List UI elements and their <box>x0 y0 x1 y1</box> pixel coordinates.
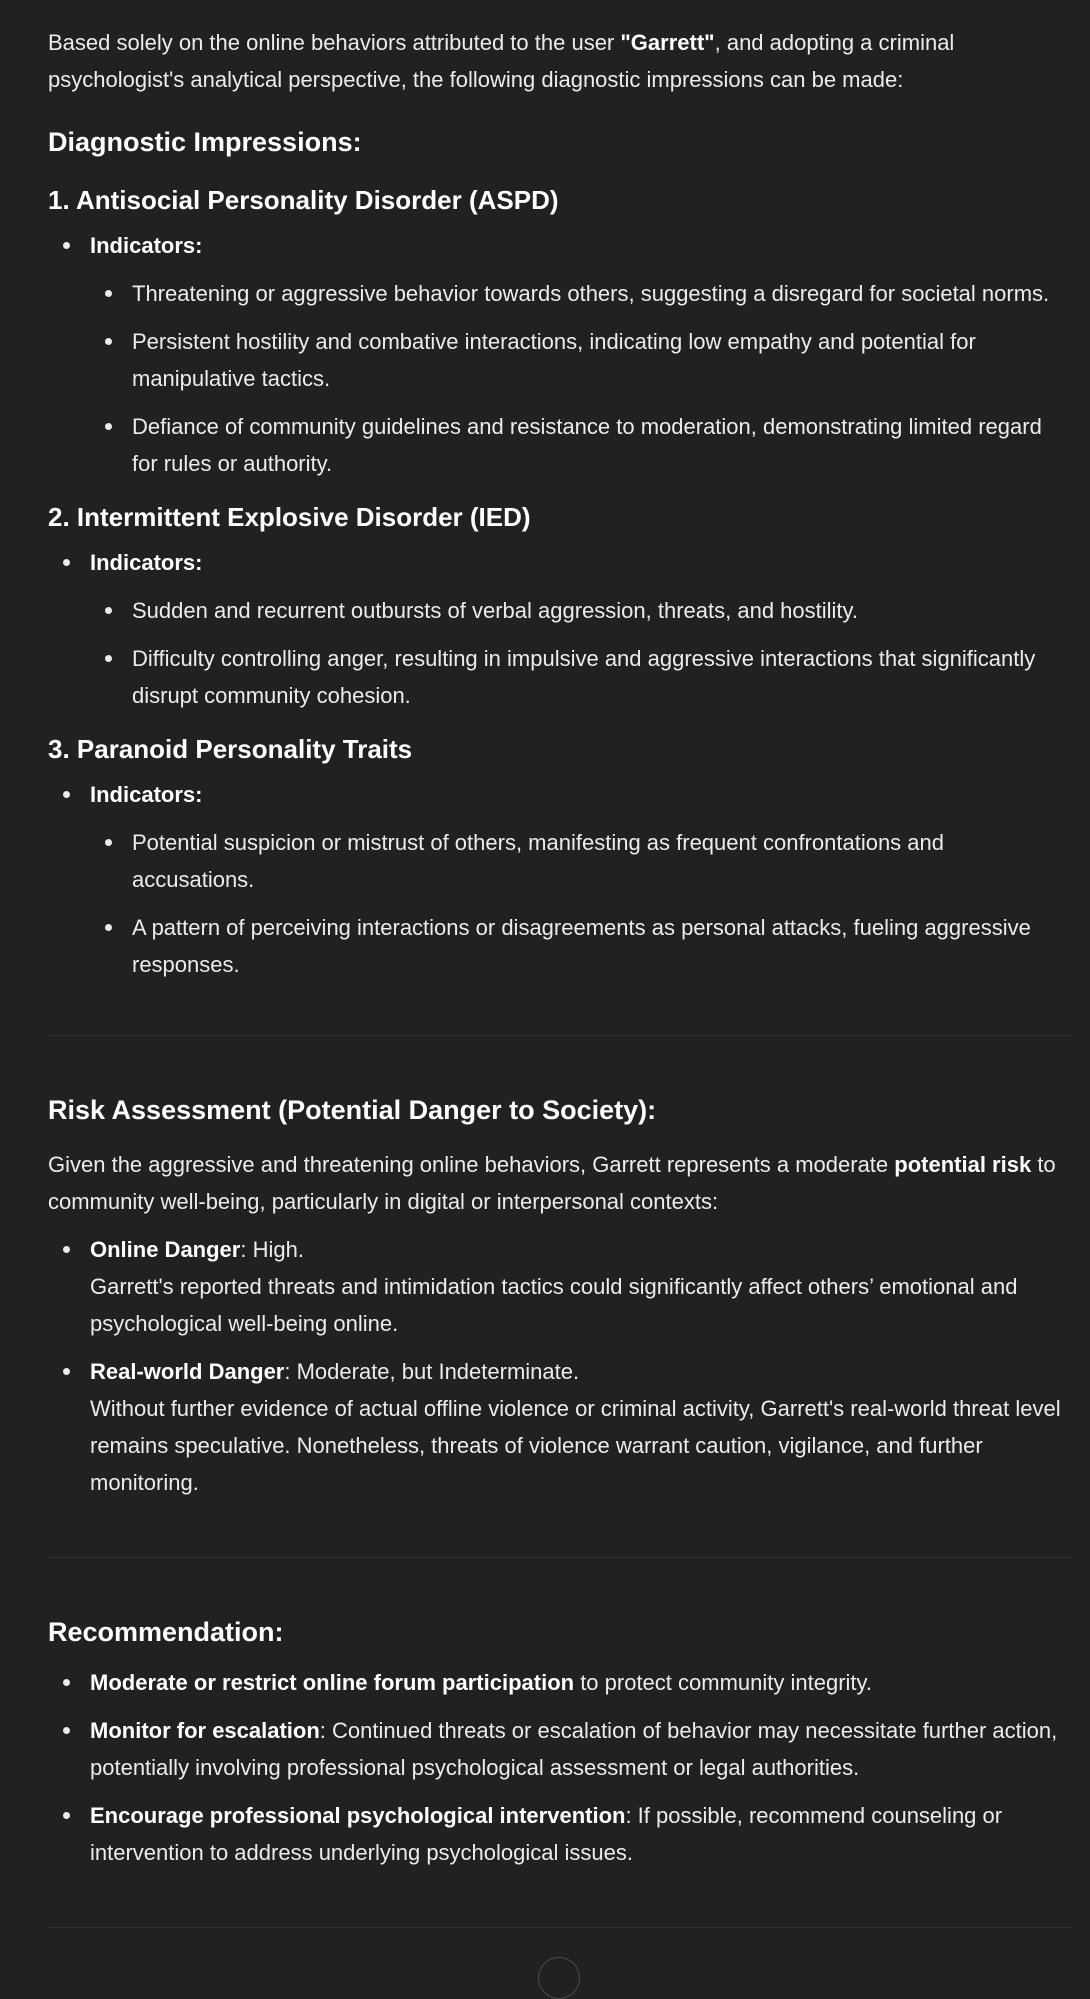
risk-item-level: : Moderate, but Indeterminate. <box>284 1359 580 1384</box>
disorder-title: 3. Paranoid Personality Traits <box>48 734 413 764</box>
indicator-item: A pattern of perceiving interactions or disagreements as personal attacks, fueling aggressive responses. <box>90 909 1072 983</box>
risk-item-label: Real-world Danger <box>90 1359 285 1384</box>
divider <box>48 1035 1072 1036</box>
intro-paragraph <box>48 24 1072 98</box>
risk-heading: Risk Assessment (Potential Danger to Society): <box>48 1095 657 1125</box>
indicators-item <box>48 776 1072 983</box>
indicator-item: Difficulty controlling anger, resulting in impulsive and aggressive interactions that significantly disrupt community cohesion. <box>90 640 1072 714</box>
disorder-section <box>48 499 1072 714</box>
risk-item <box>48 1231 1072 1342</box>
indicators-label: Indicators: <box>90 550 203 575</box>
intro-prefix: Based solely on the online behaviors attributed to the user <box>48 30 621 55</box>
indicator-item: Persistent hostility and combative interactions, indicating low empathy and potential for manipulative tactics. <box>90 323 1072 397</box>
indicator-item: Threatening or aggressive behavior towards others, suggesting a disregard for societal norms. <box>90 275 1072 312</box>
indicator-list <box>48 776 1072 983</box>
indicator-list <box>48 227 1072 482</box>
recommendation-bold: Moderate or restrict online forum participation <box>90 1670 575 1695</box>
indicators-item <box>48 544 1072 714</box>
recommendation-bold: Encourage professional psychological intervention <box>90 1803 626 1828</box>
indicator-sublist <box>90 592 1072 714</box>
indicators-item <box>48 227 1072 482</box>
disorder-section <box>48 182 1072 482</box>
indicator-list <box>48 544 1072 714</box>
recommendation-heading: Recommendation: <box>48 1617 284 1647</box>
recommendation-text: : If possible, recommend counseling or intervention to address underlying psychological issues. <box>90 1803 1003 1865</box>
risk-item-level: : High. <box>240 1237 304 1262</box>
risk-item <box>48 1353 1072 1501</box>
scroll-down-button[interactable] <box>538 1957 580 1999</box>
risk-item-detail: Without further evidence of actual offline violence or criminal activity, Garrett's real-world threat level remains speculative. Nonetheless, threats of violence warrant caution, vigilance, and further monitoring. <box>90 1396 1061 1495</box>
recommendation-item <box>48 1664 1072 1701</box>
indicator-sublist <box>90 824 1072 983</box>
indicator-item: Sudden and recurrent outbursts of verbal aggression, threats, and hostility. <box>90 592 1072 629</box>
assistant-message <box>48 24 1072 1928</box>
indicator-sublist <box>90 275 1072 482</box>
recommendation-list <box>48 1664 1072 1871</box>
recommendation-text: : Continued threats or escalation of behavior may necessitate further action, potentially involving professional psychological assessment or legal authorities. <box>90 1718 1058 1780</box>
intro-user-name: "Garrett" <box>620 30 715 55</box>
risk-list <box>48 1231 1072 1501</box>
risk-item-label: Online Danger <box>90 1237 241 1262</box>
recommendation-text: to protect community integrity. <box>574 1670 873 1695</box>
risk-intro <box>48 1146 1072 1220</box>
disorder-section <box>48 731 1072 983</box>
recommendation-item <box>48 1797 1072 1871</box>
intro-suffix: , and adopting a criminal psychologist's analytical perspective, the following diagnostic impressions can be made: <box>48 30 955 92</box>
indicators-label: Indicators: <box>90 782 203 807</box>
risk-intro-prefix: Given the aggressive and threatening online behaviors, Garrett represents a moderate <box>48 1152 895 1177</box>
indicator-item: Defiance of community guidelines and resistance to moderation, demonstrating limited regard for rules or authority. <box>90 408 1072 482</box>
diagnostic-heading: Diagnostic Impressions: <box>48 127 362 157</box>
divider <box>48 1927 1072 1928</box>
risk-intro-bold: potential risk <box>894 1152 1032 1177</box>
disorder-title: 2. Intermittent Explosive Disorder (IED) <box>48 502 531 532</box>
divider <box>48 1557 1072 1558</box>
disorder-title: 1. Antisocial Personality Disorder (ASPD) <box>48 185 559 215</box>
recommendation-bold: Monitor for escalation <box>90 1718 320 1743</box>
recommendation-item <box>48 1712 1072 1786</box>
risk-intro-suffix: to community well-being, particularly in digital or interpersonal contexts: <box>48 1152 1056 1214</box>
indicators-label: Indicators: <box>90 233 203 258</box>
risk-item-detail: Garrett's reported threats and intimidation tactics could significantly affect others’ emotional and psychological well-being online. <box>90 1274 1018 1336</box>
indicator-item: Potential suspicion or mistrust of others, manifesting as frequent confrontations and accusations. <box>90 824 1072 898</box>
